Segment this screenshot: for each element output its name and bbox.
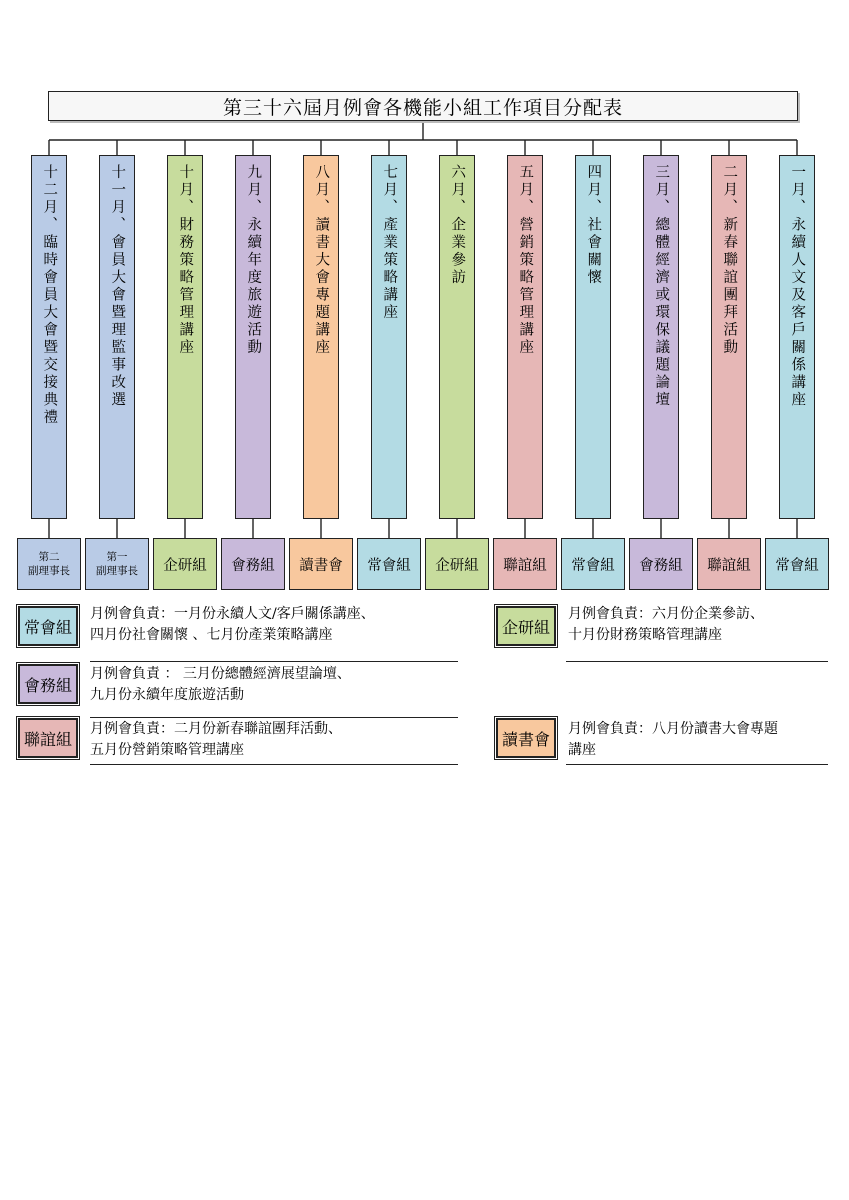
- chart-title: 第三十六屆月例會各機能小組工作項目分配表: [48, 91, 798, 121]
- group-box: [85, 538, 149, 590]
- legend-huiwu-underline: [90, 717, 458, 718]
- month-column-text: 二月、新春聯誼團拜活動: [721, 164, 738, 357]
- legend-dushu-line1: 月例會負責：八月份讀書大會專題: [568, 721, 778, 737]
- month-column-text: 五月、營銷策略管理講座: [517, 164, 534, 357]
- month-column-text: 八月、讀書大會專題講座: [313, 164, 330, 357]
- legend-changhui-underline: [90, 661, 458, 662]
- month-column-text: 一月、永續人文及客戶關係講座: [789, 164, 806, 409]
- month-column-text: 三月、總體經濟或環保議題論壇: [653, 164, 670, 409]
- month-column: [371, 155, 407, 519]
- legend-lianyi-line1: 月例會負責：二月份新春聯誼團拜活動、: [90, 721, 342, 737]
- month-column: [99, 155, 135, 519]
- legend-lianyi-underline: [90, 764, 458, 765]
- legend-lianyi-text: [90, 719, 342, 761]
- legend-changhui-text: [90, 604, 375, 646]
- group-label: 企研組: [163, 557, 207, 574]
- month-column: [167, 155, 203, 519]
- month-column-text: 七月、產業策略講座: [381, 164, 398, 322]
- group-label: 會務組: [639, 557, 683, 574]
- group-label: 常會組: [367, 557, 411, 574]
- legend-changhui-line1: 月例會負責：一月份永續人文/客戶關係講座、: [90, 606, 375, 622]
- group-box: [153, 538, 217, 590]
- group-label: 常會組: [775, 557, 819, 574]
- month-column-text: 六月、企業參訪: [449, 164, 466, 287]
- group-sublabel: 副理事長: [96, 565, 138, 577]
- group-sublabel: 副理事長: [28, 565, 70, 577]
- group-label: 第二: [38, 550, 60, 563]
- month-column-text: 四月、社會關懷: [585, 164, 602, 287]
- group-label: 聯誼組: [503, 557, 547, 574]
- month-column-text: 九月、永續年度旅遊活動: [245, 164, 262, 357]
- legend-huiwu-line1: 月例會負責 ： 三月份總體經濟展望論壇、: [90, 666, 351, 682]
- month-column-text: 十月、財務策略管理講座: [177, 164, 194, 357]
- month-column: [711, 155, 747, 519]
- legend-changhui-line2: 四月份社會關懷 、七月份產業策略講座: [90, 627, 333, 643]
- month-column: [643, 155, 679, 519]
- legend-qiyan-line1: 月例會負責：六月份企業參訪、: [568, 606, 764, 622]
- month-column: [779, 155, 815, 519]
- group-box: [561, 538, 625, 590]
- group-box: [493, 538, 557, 590]
- group-box: [425, 538, 489, 590]
- group-box: [697, 538, 761, 590]
- group-box: [221, 538, 285, 590]
- legend-dushu-underline: [566, 764, 828, 765]
- group-label: 讀書會: [299, 557, 343, 574]
- legend-dushu-box: 讀書會: [496, 718, 556, 758]
- month-column: [303, 155, 339, 519]
- legend-dushu-line2: 講座: [568, 742, 596, 758]
- legend-qiyan-text: [568, 604, 764, 646]
- month-column-text: 十二月、臨時會員大會暨交接典禮: [41, 164, 58, 427]
- legend-changhui-box: 常會組: [18, 606, 78, 646]
- month-column: [507, 155, 543, 519]
- legend-qiyan-line2: 十月份財務策略管理講座: [568, 627, 722, 643]
- group-box: [289, 538, 353, 590]
- month-column-text: 十一月、會員大會暨理監事改選: [109, 164, 126, 409]
- legend-qiyan-underline: [566, 661, 828, 662]
- legend-lianyi-box: 聯誼組: [18, 718, 78, 758]
- group-box: [629, 538, 693, 590]
- group-label: 企研組: [435, 557, 479, 574]
- month-column: [235, 155, 271, 519]
- group-box: [765, 538, 829, 590]
- group-box: [357, 538, 421, 590]
- month-column: [439, 155, 475, 519]
- group-label: 會務組: [231, 557, 275, 574]
- group-label: 聯誼組: [707, 557, 751, 574]
- legend-huiwu-box: 會務組: [18, 664, 78, 704]
- month-column: [575, 155, 611, 519]
- legend-lianyi-line2: 五月份營銷策略管理講座: [90, 742, 244, 758]
- month-column: [31, 155, 67, 519]
- group-box: [17, 538, 81, 590]
- group-label: 第一: [106, 550, 128, 563]
- legend-qiyan-box: 企研組: [496, 606, 556, 646]
- group-label: 常會組: [571, 557, 615, 574]
- legend-dushu-text: [568, 719, 778, 761]
- legend-huiwu-line2: 九月份永續年度旅遊活動: [90, 687, 244, 703]
- legend-huiwu-text: [90, 664, 351, 706]
